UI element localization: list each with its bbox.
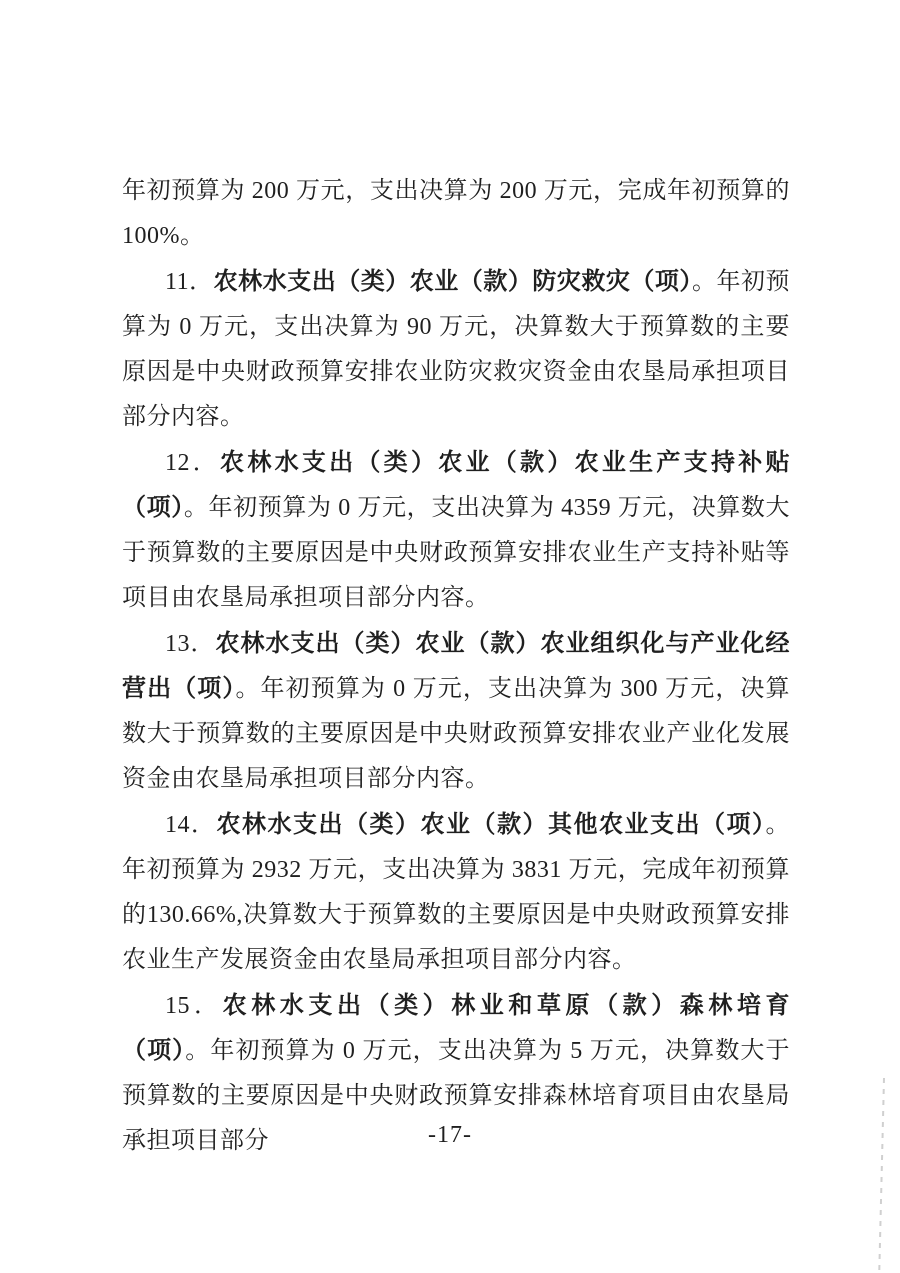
scan-artifact-line <box>878 1078 885 1273</box>
budget-item-heading-run: 农林水支出（类）农业（款）农业组织化与产业化经营出（项） <box>122 630 790 702</box>
body-text-run: 13． <box>165 630 216 657</box>
paragraph <box>122 622 790 803</box>
body-text-run: 14． <box>165 811 217 838</box>
budget-item-heading-run: 农林水支出（类）林业和草原（款）森林培育（项） <box>122 992 791 1064</box>
body-text-run: 15． <box>165 992 223 1019</box>
paragraph <box>122 260 790 441</box>
body-text-run: 。年初预算为 0 万元，支出决算为 90 万元，决算数大于预算数的主要原因是中央财政预算安排农业防灾救灾资金由农垦局承担项目部分内容。 <box>122 268 790 431</box>
budget-item-heading-run: 农林水支出（类）农业（款）其他农业支出（项） <box>216 811 766 838</box>
document-body <box>122 169 790 1165</box>
paragraph <box>122 803 790 984</box>
budget-item-heading-run: 农林水支出（类）农业（款）防灾救灾（项） <box>213 268 692 295</box>
paragraph <box>122 441 790 622</box>
body-text-run: 。年初预算为 0 万元，支出决算为 300 万元，决算数大于预算数的主要原因是中央财政预算安排农业产业化发展资金由农垦局承担项目部分内容。 <box>122 675 791 793</box>
body-text-run: 11． <box>165 268 214 295</box>
budget-item-heading-run: 农林水支出（类）农业（款）农业生产支持补贴（项） <box>122 449 790 521</box>
page-number: -17- <box>428 1122 472 1148</box>
paragraph <box>122 169 790 260</box>
body-text-run: 年初预算为 200 万元，支出决算为 200 万元，完成年初预算的100%。 <box>122 178 790 250</box>
body-text-run: 。年初预算为 0 万元，支出决算为 4359 万元，决算数大于预算数的主要原因是中央财政预算安排农业生产支持补贴等项目由农垦局承担项目部分内容。 <box>122 494 791 612</box>
body-text-run: 。年初预算为 2932 万元，支出决算为 3831 万元，完成年初预算的130.66%,决算数大于预算数的主要原因是中央财政预算安排农业生产发展资金由农垦局承担项目部分内容。 <box>122 811 790 974</box>
body-text-run: 。年初预算为 0 万元，支出决算为 5 万元，决算数大于预算数的主要原因是中央财政预算安排森林培育项目由农垦局承担项目部分 <box>122 1037 791 1155</box>
body-text-run: 12． <box>165 449 221 476</box>
